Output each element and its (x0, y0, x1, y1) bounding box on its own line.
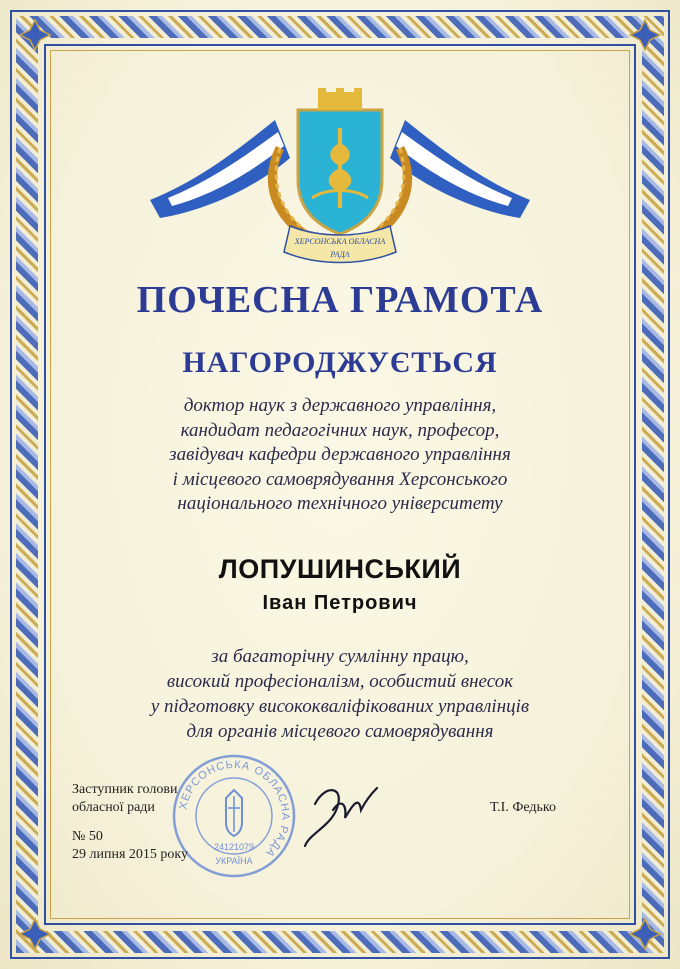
official-seal-icon (170, 752, 298, 880)
seal-country: УКРАЇНА (215, 856, 253, 866)
signer-position-line1: Заступник голови (72, 782, 178, 797)
description-line: завідувач кафедри державного управління (169, 444, 511, 465)
reason-line: у підготовку висококваліфікованих управлінців (150, 696, 530, 717)
recipient-description (0, 394, 680, 517)
certificate-subtitle: НАГОРОДЖУЄТЬСЯ (182, 346, 498, 379)
award-reason (0, 644, 680, 744)
certificate-date: 29 липня 2015 року (72, 847, 189, 862)
signer-name: Т.І. Федько (490, 800, 557, 815)
reason-line: високий професіоналізм, особистий внесок (166, 671, 514, 692)
reason-line: для органів місцевого самоврядування (186, 721, 494, 742)
corner-ornament-icon (18, 18, 52, 52)
description-line: і місцевого самоврядування Херсонського (172, 468, 508, 490)
certificate-number: № 50 (72, 829, 103, 844)
description-line: національного технічного університету (177, 493, 503, 514)
recipient-given-name: Іван Петрович (262, 592, 418, 614)
description-line: доктор наук з державного управління, (183, 395, 497, 416)
recipient-surname: ЛОПУШИНСЬКИЙ (218, 554, 462, 584)
certificate-title: ПОЧЕСНА ГРАМОТА (136, 279, 544, 321)
description-line: кандидат педагогічних наук, професор, (180, 419, 500, 441)
corner-ornament-icon (628, 18, 662, 52)
signer-position-line2: обласної ради (72, 800, 155, 815)
corner-ornament-icon (628, 917, 662, 951)
seal-ring-text: ХЕРСОНСЬКА ОБЛАСНА РАДА (177, 758, 292, 860)
seal-code: 24121079 (213, 842, 255, 852)
regional-coat-of-arms-icon (140, 88, 540, 268)
emblem-ribbon-text-bottom: РАДА (330, 250, 350, 259)
handwritten-signature-icon (295, 774, 385, 854)
corner-ornament-icon (18, 917, 52, 951)
reason-line: за багаторічну сумлінну працю, (211, 646, 469, 667)
emblem-ribbon-text: ХЕРСОНСЬКА ОБЛАСНА (294, 237, 386, 246)
